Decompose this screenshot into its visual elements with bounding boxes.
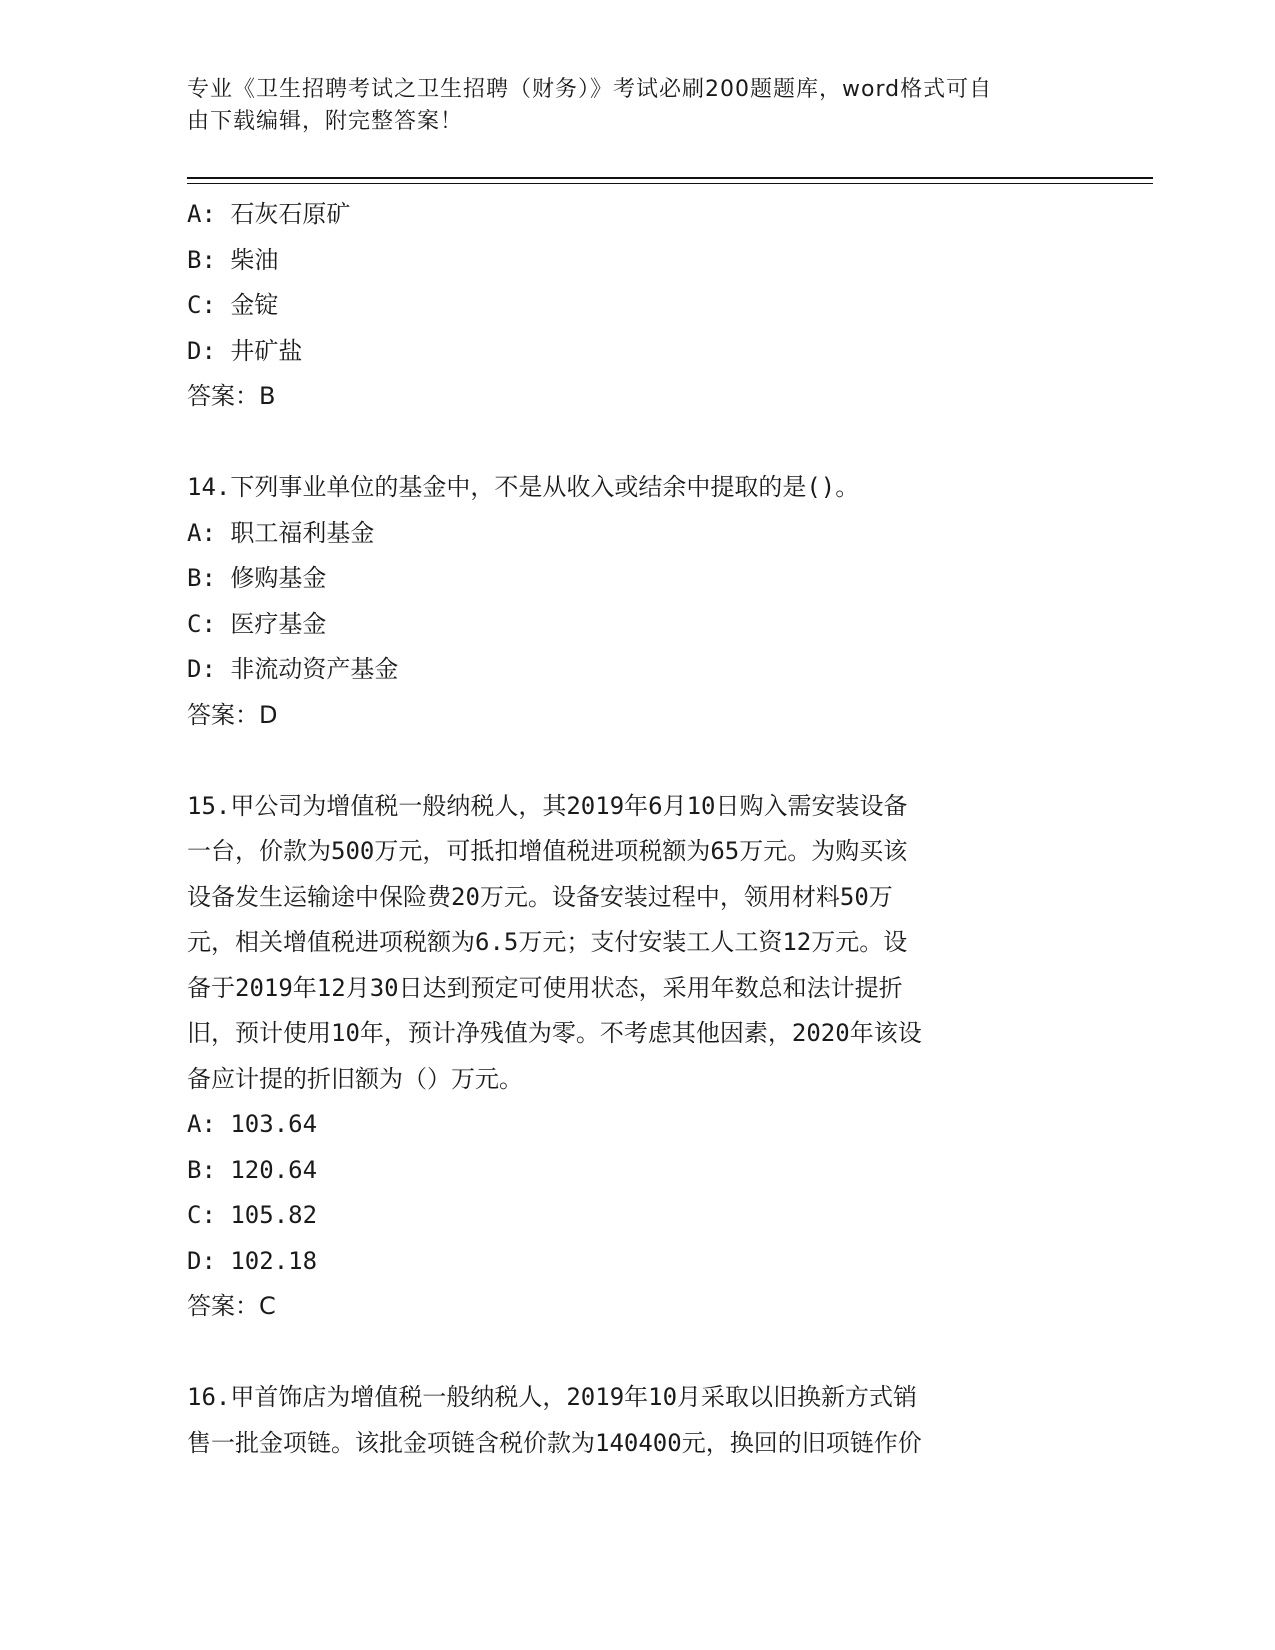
question-list bbox=[187, 192, 1087, 1466]
answer: 答案：B bbox=[187, 382, 276, 410]
question-stem-line: 备于2019年12月30日达到预定可使用状态，采用年数总和法计提折 bbox=[187, 973, 903, 1002]
option-c: C: 105.82 bbox=[187, 1201, 318, 1229]
option-d: D: 102.18 bbox=[187, 1246, 318, 1275]
question-stem-line: 旧，预计使用10年，预计净残值为零。不考虑其他因素，2020年该设 bbox=[187, 1019, 922, 1047]
answer: 答案：D bbox=[187, 700, 278, 729]
spacer bbox=[187, 738, 1087, 784]
question-stem-line: 15.甲公司为增值税一般纳税人，其2019年6月10日购入需安装设备 bbox=[187, 791, 908, 820]
answer: 答案：C bbox=[187, 1292, 276, 1320]
option-b: B: 修购基金 bbox=[187, 564, 327, 592]
question-15 bbox=[187, 784, 1087, 1330]
spacer bbox=[187, 420, 1087, 466]
question-13 bbox=[187, 192, 1087, 420]
spacer bbox=[187, 1330, 1087, 1376]
question-16 bbox=[187, 1375, 1087, 1466]
option-d: D: 井矿盐 bbox=[187, 336, 303, 365]
option-a: A: 103.64 bbox=[187, 1110, 318, 1138]
option-b: B: 柴油 bbox=[187, 245, 279, 274]
option-b: B: 120.64 bbox=[187, 1155, 318, 1184]
question-stem: 14.下列事业单位的基金中，不是从收入或结余中提取的是()。 bbox=[187, 473, 860, 501]
header-divider-thin bbox=[187, 183, 1153, 184]
option-c: C: 金锭 bbox=[187, 291, 279, 319]
option-a: A: 职工福利基金 bbox=[187, 518, 375, 547]
header-divider-thick bbox=[187, 177, 1153, 179]
question-stem-line: 16.甲首饰店为增值税一般纳税人，2019年10月采取以旧换新方式销 bbox=[187, 1383, 918, 1411]
question-stem-line: 一台，价款为500万元，可抵扣增值税进项税额为65万元。为购买该 bbox=[187, 837, 908, 865]
question-stem-line: 备应计提的折旧额为（）万元。 bbox=[187, 1064, 523, 1093]
question-stem-line: 元，相关增值税进项税额为6.5万元；支付安装工人工资12万元。设 bbox=[187, 928, 908, 956]
question-stem-line: 设备发生运输途中保险费20万元。设备安装过程中，领用材料50万 bbox=[187, 882, 893, 911]
header-line-1: 专业《卫生招聘考试之卫生招聘（财务）》考试必刷200题题库，word格式可自 bbox=[187, 77, 993, 102]
question-stem-line: 售一批金项链。该批金项链含税价款为140400元，换回的旧项链作价 bbox=[187, 1428, 922, 1457]
option-c: C: 医疗基金 bbox=[187, 609, 327, 638]
page-header bbox=[187, 74, 1067, 138]
header-line-2: 由下载编辑，附完整答案！ bbox=[187, 109, 464, 134]
question-14 bbox=[187, 465, 1087, 738]
option-a: A: 石灰石原矿 bbox=[187, 200, 351, 228]
option-d: D: 非流动资产基金 bbox=[187, 655, 399, 683]
